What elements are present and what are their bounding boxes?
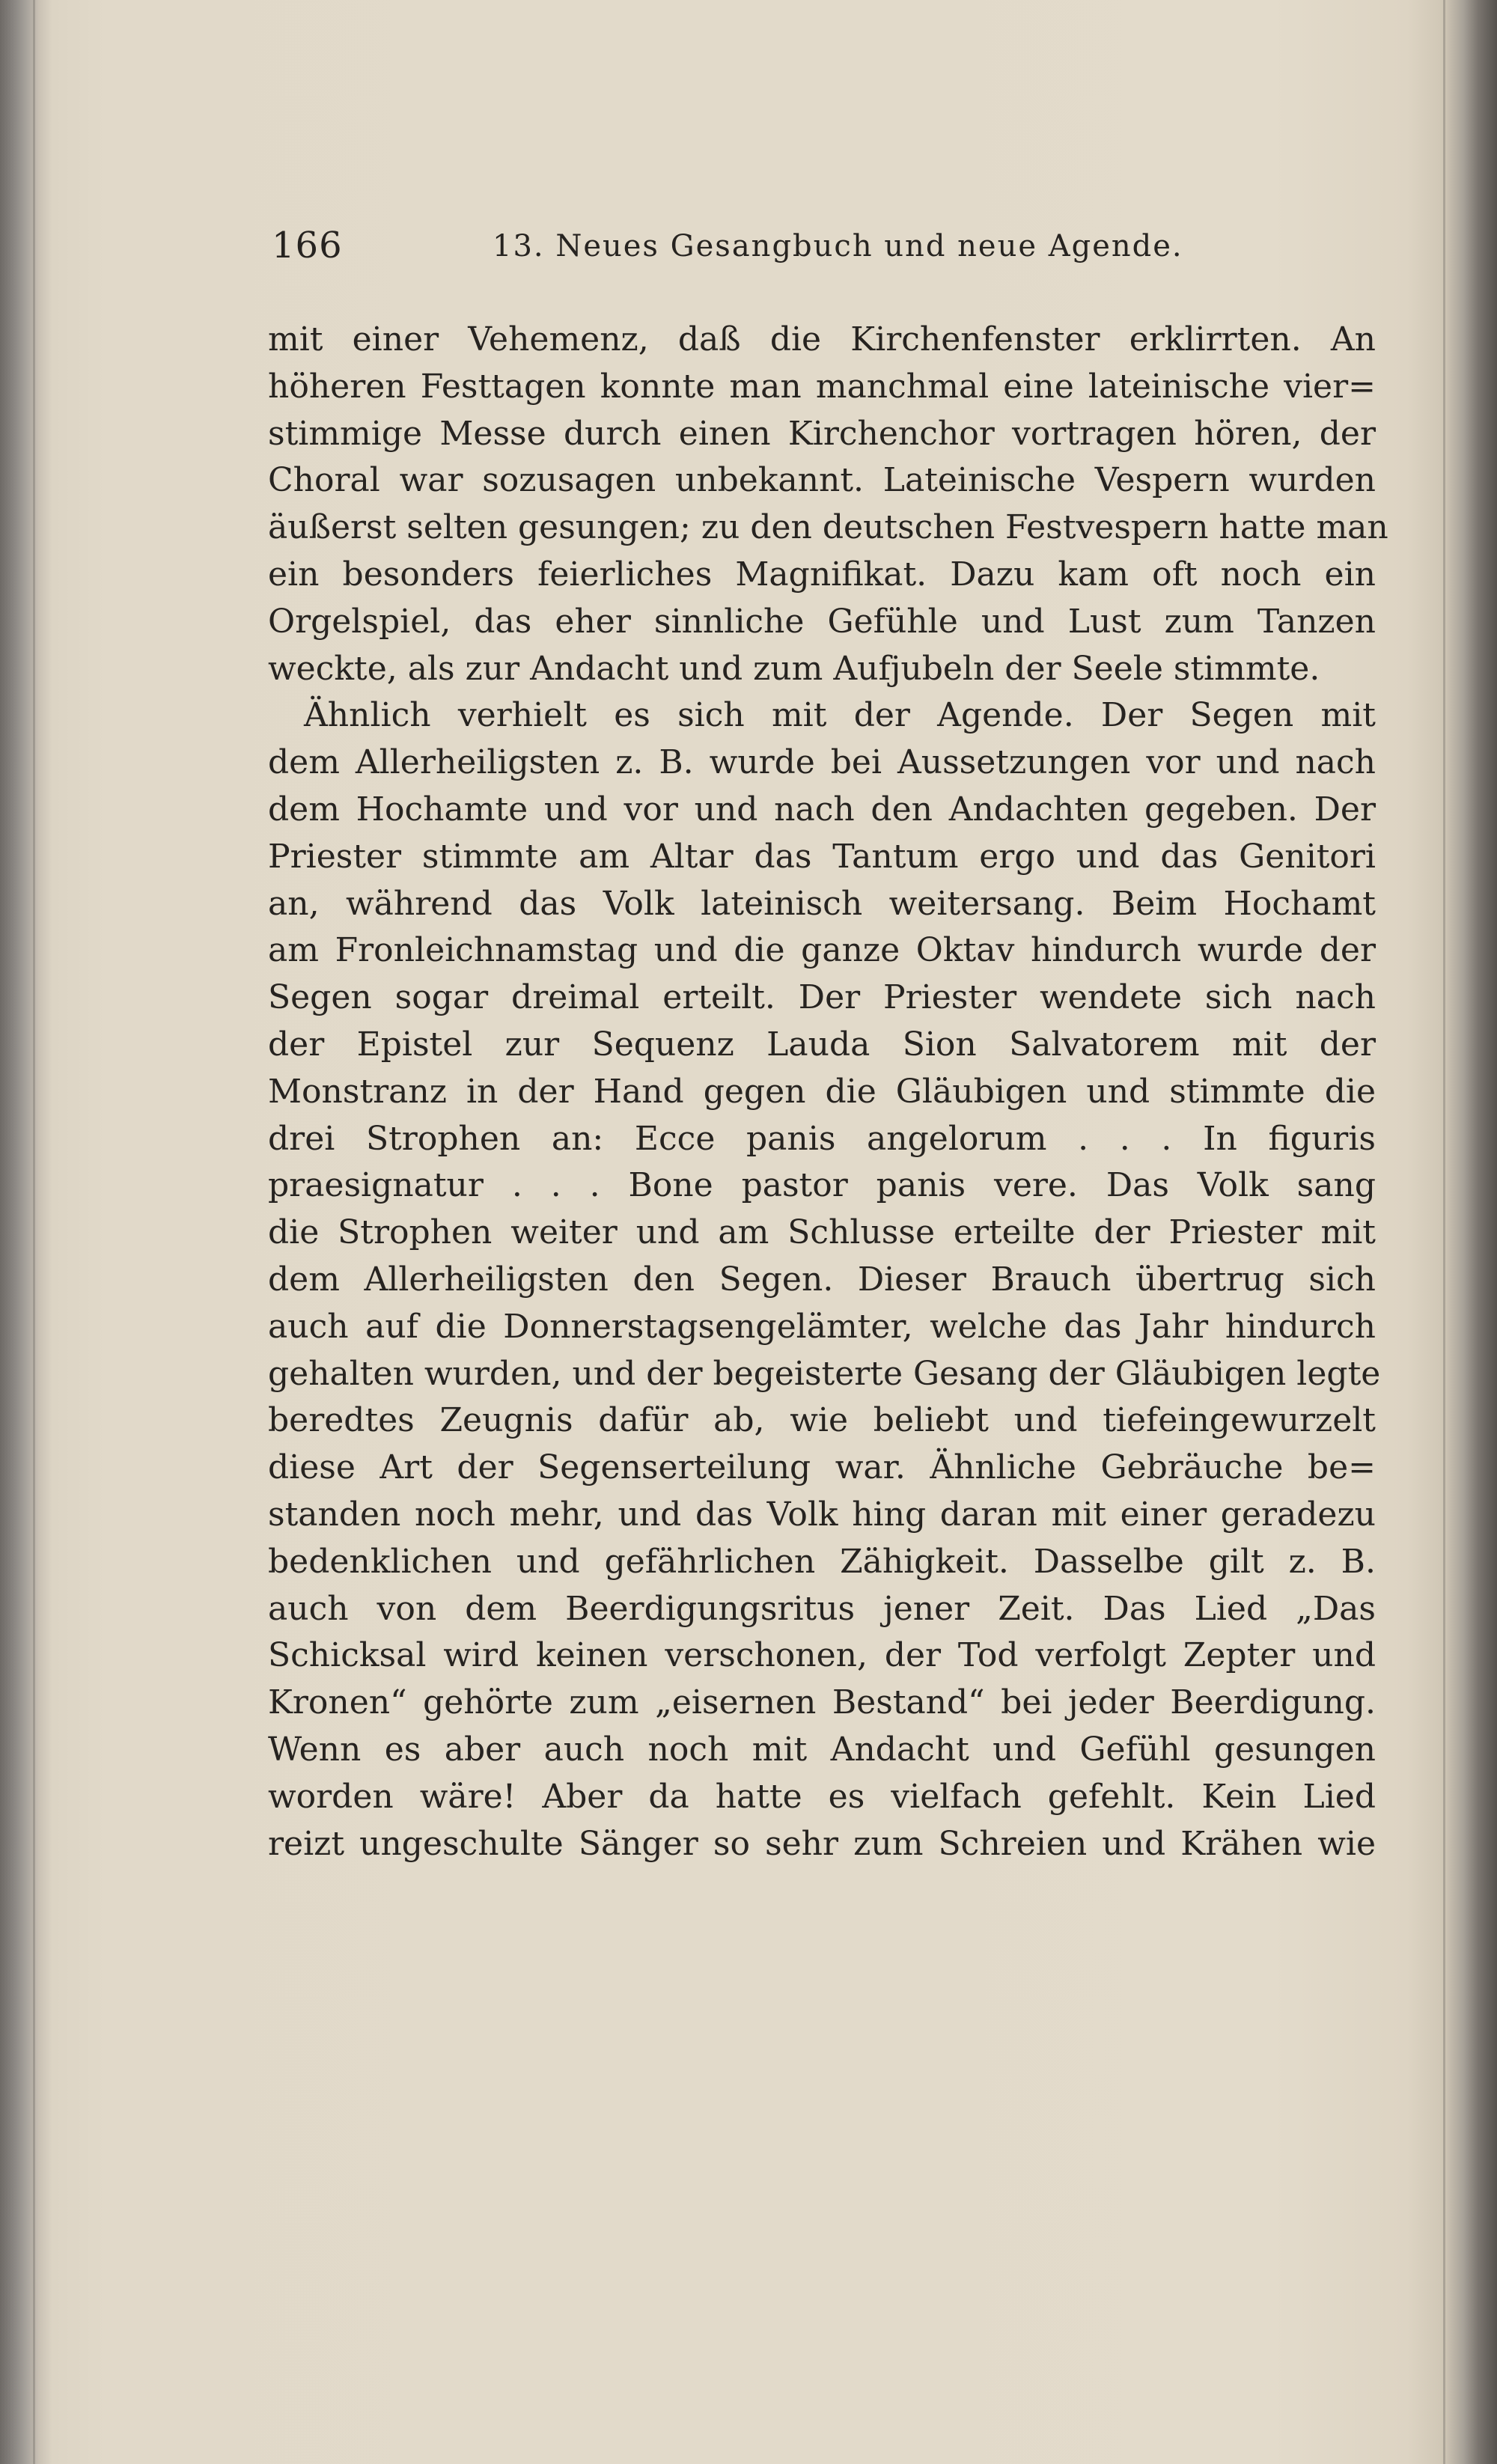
text-line: Segen sogar dreimal erteilt. Der Priester wendete sich nach <box>268 978 1376 1017</box>
text-line: dem Allerheiligsten den Segen. Dieser Brauch übertrug sich <box>268 1260 1376 1299</box>
page-edge-line <box>1443 0 1445 2464</box>
text-line: die Strophen weiter und am Schlusse erteilte der Priester mit <box>268 1213 1376 1252</box>
text-line: äußerst selten gesungen; zu den deutschen Festvespern hatte man <box>268 508 1388 547</box>
text-line: mit einer Vehemenz, daß die Kirchenfenster erklirrten. An <box>268 320 1376 359</box>
text-line: Choral war sozusagen unbekannt. Lateinische Vespern wurden <box>268 461 1376 500</box>
body-text <box>268 317 1388 1867</box>
text-line: Monstranz in der Hand gegen die Gläubigen und stimmte die <box>268 1072 1376 1111</box>
text-line: Orgelspiel, das eher sinnliche Gefühle und Lust zum Tanzen <box>268 602 1376 641</box>
text-line: dem Allerheiligsten z. B. wurde bei Aussetzungen vor und nach <box>268 743 1376 782</box>
text-line: dem Hochamte und vor und nach den Andachten gegeben. Der <box>268 790 1376 829</box>
text-line: worden wäre! Aber da hatte es vielfach gefehlt. Kein Lied <box>268 1777 1376 1816</box>
text-line: höheren Festtagen konnte man manchmal eine lateinische vier= <box>268 367 1376 406</box>
text-line: diese Art der Segenserteilung war. Ähnliche Gebräuche be= <box>268 1448 1376 1487</box>
text-line: Schicksal wird keinen verschonen, der Tod verfolgt Zepter und <box>268 1636 1376 1675</box>
text-line: weckte, als zur Andacht und zum Aufjubeln der Seele stimmte. <box>268 649 1320 688</box>
text-line: am Fronleichnamstag und die ganze Oktav hindurch wurde der <box>268 931 1376 970</box>
text-line: Kronen“ gehörte zum „eisernen Bestand“ bei jeder Beerdigung. <box>268 1683 1376 1722</box>
page-number: 166 <box>272 225 343 266</box>
book-page <box>253 210 1388 2380</box>
binding-edge-line <box>33 0 35 2464</box>
text-line: standen noch mehr, und das Volk hing daran mit einer geradezu <box>268 1495 1376 1534</box>
text-line: stimmige Messe durch einen Kirchenchor vortragen hören, der <box>268 414 1376 453</box>
text-line: der Epistel zur Sequenz Lauda Sion Salvatorem mit der <box>268 1025 1376 1064</box>
text-line: bedenklichen und gefährlichen Zähigkeit. Dasselbe gilt z. B. <box>268 1542 1376 1581</box>
chapter-title: 13. Neues Gesangbuch und neue Agende. <box>493 229 1183 263</box>
text-line: ein besonders feierliches Magnifikat. Dazu kam oft noch ein <box>268 555 1376 594</box>
text-line: Wenn es aber auch noch mit Andacht und Gefühl gesungen <box>268 1730 1376 1769</box>
text-line: an, während das Volk lateinisch weitersang. Beim Hochamt <box>268 884 1376 923</box>
running-head <box>253 210 1376 277</box>
text-line: Ähnlich verhielt es sich mit der Agende. Der Segen mit <box>304 696 1376 735</box>
text-line: beredtes Zeugnis dafür ab, wie beliebt und tiefeingewurzelt <box>268 1401 1376 1440</box>
text-line: gehalten wurden, und der begeisterte Gesang der Gläubigen legte <box>268 1354 1381 1393</box>
text-line: auch auf die Donnerstagsengelämter, welche das Jahr hindurch <box>268 1307 1376 1346</box>
text-line: auch von dem Beerdigungsritus jener Zeit. Das Lied „Das <box>268 1589 1376 1628</box>
text-line: Priester stimmte am Altar das Tantum ergo und das Genitori <box>268 837 1376 876</box>
text-line: reizt ungeschulte Sänger so sehr zum Schreien und Krähen wie <box>268 1824 1376 1863</box>
text-line: praesignatur . . . Bone pastor panis vere. Das Volk sang <box>268 1166 1376 1205</box>
text-line: drei Strophen an: Ecce panis angelorum . . . In figuris <box>268 1119 1376 1158</box>
